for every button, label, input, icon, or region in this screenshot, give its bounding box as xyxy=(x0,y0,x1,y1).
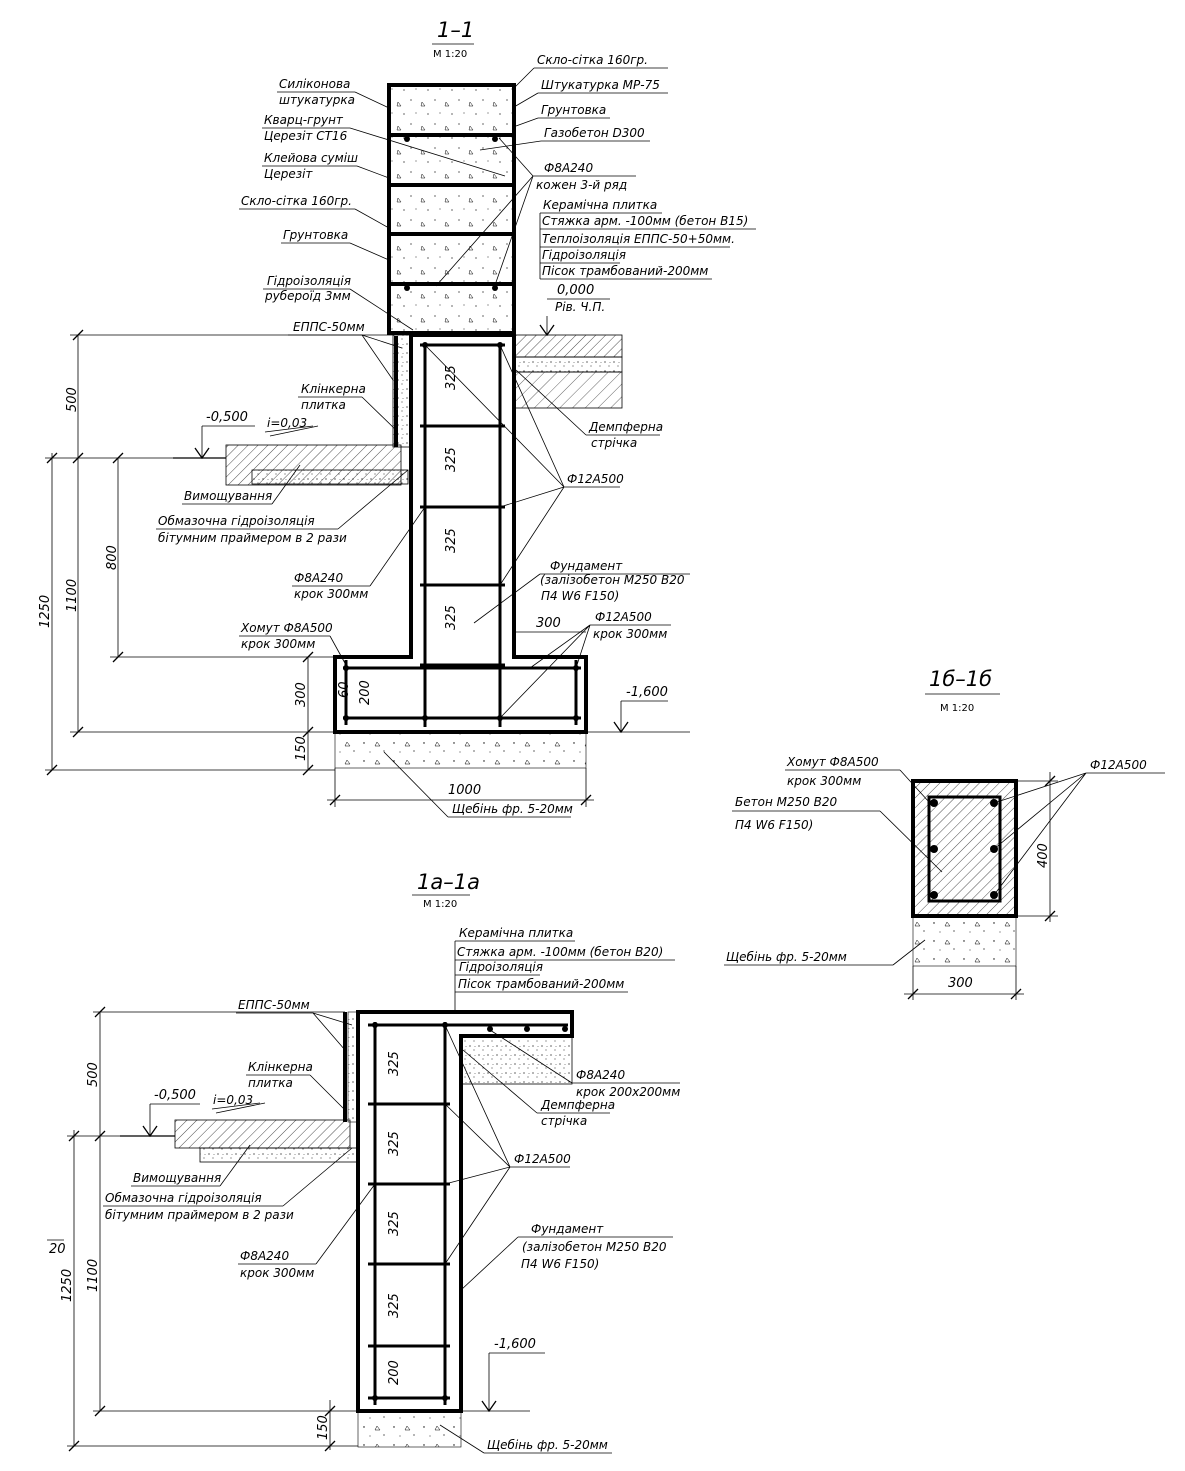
label-1a-foundation-3: П4 W6 F150) xyxy=(521,1257,600,1271)
label-foundation-1: Фундамент xyxy=(550,559,623,573)
label-1a-gravel: Щебінь фр. 5-20мм xyxy=(487,1438,608,1452)
label-stirrup-1: Хомут Ф8А500 xyxy=(241,621,333,635)
level-1a-ground: -0,500 xyxy=(154,1088,196,1103)
label-wall-rebar-2: крок 300мм xyxy=(294,587,369,601)
spacing-325-4: 325 xyxy=(444,605,459,630)
gravel-bed xyxy=(335,732,586,768)
label-blinding: Вимощування xyxy=(184,489,273,503)
label-1a-tile: Керамічна плитка xyxy=(459,926,574,940)
label-1a-clinker-2: плитка xyxy=(248,1076,293,1090)
section-1b-1b xyxy=(724,667,1165,1000)
label-glass-mesh: Скло-сітка 160гр. xyxy=(537,53,648,67)
level-zero: 0,000 xyxy=(557,283,595,298)
label-1a-foundation-2: (залізобетон М250 В20 xyxy=(522,1240,667,1254)
label-1a-waterproof: Гідроізоляція xyxy=(459,960,543,974)
label-1a-epps: ЕППС-50мм xyxy=(238,998,310,1012)
label-1a-slab-rebar-2: крок 200х200мм xyxy=(576,1085,681,1099)
label-1a-damper-1: Демпферна xyxy=(541,1098,616,1112)
label-clinker-1: Клінкерна xyxy=(301,382,366,396)
label-1a-wall-rebar-1: Ф8А240 xyxy=(240,1249,290,1263)
label-roofing-2: рубероїд 3мм xyxy=(265,289,351,303)
column-gravel xyxy=(913,916,1016,966)
label-screed: Стяжка арм. -100мм (бетон В15) xyxy=(542,214,749,228)
dim-300-col: 300 xyxy=(948,976,973,991)
dim-1100: 1100 xyxy=(65,578,80,612)
section-1a-scale: М 1:20 xyxy=(423,899,458,910)
level-bottom: -1,600 xyxy=(626,685,668,700)
label-epps: ЕППС-50мм xyxy=(293,320,365,334)
label-adhesive-1: Клейова суміш xyxy=(264,151,359,165)
level-zero-label: Рів. Ч.П. xyxy=(555,300,606,314)
dim-1a-1100: 1100 xyxy=(86,1258,101,1292)
label-ceramic-tile: Керамічна плитка xyxy=(543,198,658,212)
paving-1a xyxy=(175,1120,350,1148)
col-concrete-2: П4 W6 F150) xyxy=(735,818,814,832)
col-stirrup-2: крок 300мм xyxy=(787,774,862,788)
spacing-1a-2: 325 xyxy=(387,1131,402,1156)
floor-screed xyxy=(514,335,622,357)
dim-300: 300 xyxy=(536,616,561,631)
spacing-1a-5: 200 xyxy=(387,1360,402,1385)
section-1-1 xyxy=(38,18,756,817)
label-1a-screed: Стяжка арм. -100мм (бетон В20) xyxy=(457,945,664,959)
dim-150: 150 xyxy=(294,736,309,761)
dim-500: 500 xyxy=(65,387,80,412)
label-foundation-2: (залізобетон М250 В20 xyxy=(540,573,685,587)
label-1a-waterproof-1: Обмазочна гідроізоляція xyxy=(105,1191,262,1205)
label-waterproof-2: бітумним праймером в 2 рази xyxy=(158,531,347,545)
label-1a-blinding: Вимощування xyxy=(133,1171,222,1185)
label-rebar-f8: Ф8А240 xyxy=(544,161,594,175)
label-primer-left: Грунтовка xyxy=(283,228,349,242)
dim-300-footing: 300 xyxy=(294,682,309,707)
dim-1000: 1000 xyxy=(448,783,482,798)
spacing-325-2: 325 xyxy=(444,447,459,472)
label-sand: Пісок трамбований-200мм xyxy=(542,264,709,278)
label-waterproofing: Гідроізоляція xyxy=(542,248,626,262)
label-1a-clinker-1: Клінкерна xyxy=(248,1060,313,1074)
label-primer: Грунтовка xyxy=(541,103,607,117)
section-1a-title: 1а–1а xyxy=(417,870,480,894)
slope-1a: i=0,03 xyxy=(213,1093,254,1107)
label-quartz-2: Церезіт СТ16 xyxy=(264,129,348,143)
dim-1a-1250: 1250 xyxy=(60,1268,75,1302)
label-1a-wall-rebar-2: крок 300мм xyxy=(240,1266,315,1280)
col-stirrup-1: Хомут Ф8А500 xyxy=(787,755,879,769)
label-plaster-mr75: Штукатурка МР-75 xyxy=(541,78,660,92)
col-concrete-1: Бетон М250 В20 xyxy=(735,795,838,809)
label-aerated-concrete: Газобетон D300 xyxy=(544,126,645,140)
aerated-concrete-wall xyxy=(389,85,514,333)
spacing-1a-3: 325 xyxy=(387,1211,402,1236)
section-1-1-title: 1–1 xyxy=(437,18,475,42)
label-1a-sand: Пісок трамбований-200мм xyxy=(458,977,625,991)
label-waterproof-1: Обмазочна гідроізоляція xyxy=(158,514,315,528)
label-1a-slab-rebar-1: Ф8А240 xyxy=(576,1068,626,1082)
sand-bed-1a xyxy=(461,1036,572,1084)
slope-label: i=0,03 xyxy=(267,416,308,430)
label-every-third: кожен 3-й ряд xyxy=(536,178,628,192)
col-rebar: Ф12А500 xyxy=(1090,758,1147,772)
section-1b-title: 1б–1б xyxy=(929,667,993,691)
label-mesh-left: Скло-сітка 160гр. xyxy=(241,194,352,208)
label-1a-foundation-1: Фундамент xyxy=(531,1222,604,1236)
label-damper-2: стрічка xyxy=(591,436,638,450)
label-1a-main-rebar: Ф12А500 xyxy=(514,1152,571,1166)
dim-1a-500: 500 xyxy=(86,1062,101,1087)
label-thermal: Теплоізоляція ЕППС-50+50мм. xyxy=(542,232,735,246)
spacing-325-1: 325 xyxy=(444,365,459,390)
label-stirrup-2: крок 300мм xyxy=(241,637,316,651)
label-clinker-2: плитка xyxy=(301,398,346,412)
dim-1250: 1250 xyxy=(38,594,53,628)
spacing-1a-4: 325 xyxy=(387,1293,402,1318)
col-gravel-label: Щебінь фр. 5-20мм xyxy=(726,950,847,964)
label-silicone-1: Силіконова xyxy=(279,77,351,91)
label-1a-damper-2: стрічка xyxy=(541,1114,588,1128)
dim-800: 800 xyxy=(105,545,120,570)
dim-60: 60 xyxy=(337,681,352,698)
label-wall-rebar-1: Ф8А240 xyxy=(294,571,344,585)
section-1b-scale: М 1:20 xyxy=(940,703,975,714)
section-1a-1a xyxy=(47,870,680,1453)
label-foundation-3: П4 W6 F150) xyxy=(541,589,620,603)
label-footing-rebar-2: крок 300мм xyxy=(593,627,668,641)
label-main-rebar: Ф12А500 xyxy=(567,472,624,486)
floor-layer-labels xyxy=(540,198,756,279)
label-quartz-1: Кварц-грунт xyxy=(264,113,343,127)
level-ground: -0,500 xyxy=(206,410,248,425)
label-footing-rebar-1: Ф12А500 xyxy=(595,610,652,624)
dim-1a-150: 150 xyxy=(316,1415,331,1440)
label-silicone-2: штукатурка xyxy=(279,93,355,107)
label-adhesive-2: Церезіт xyxy=(264,167,313,181)
spacing-1a-1: 325 xyxy=(387,1051,402,1076)
label-1a-waterproof-2: бітумним праймером в 2 рази xyxy=(105,1208,294,1222)
level-1a-bottom: -1,600 xyxy=(494,1337,536,1352)
label-roofing-1: Гідроізоляція xyxy=(267,274,351,288)
dim-1a-20: 20 xyxy=(49,1242,66,1257)
gravel-label: Щебінь фр. 5-20мм xyxy=(452,802,573,816)
spacing-200: 200 xyxy=(358,680,373,705)
section-1-1-scale: М 1:20 xyxy=(433,49,468,60)
dim-400: 400 xyxy=(1036,843,1051,868)
spacing-325-3: 325 xyxy=(444,528,459,553)
label-damper-1: Демпферна xyxy=(589,420,664,434)
